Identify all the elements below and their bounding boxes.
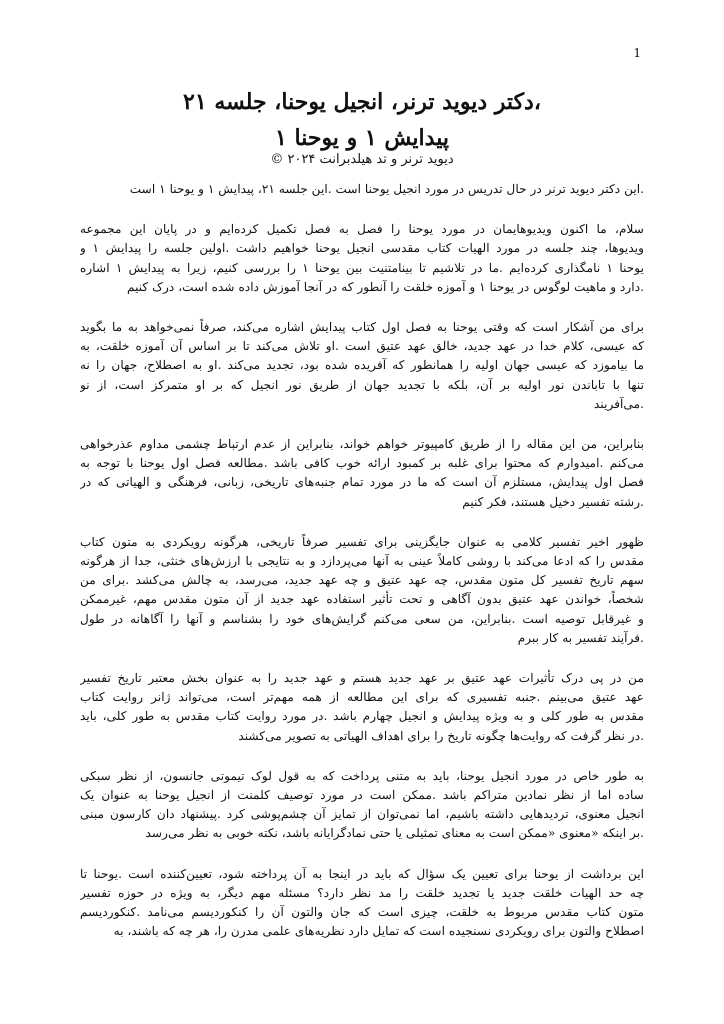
- text-line: فصل اول پیدایش، مستلزم آن است که ما در مورد تمام جنبه‌های تاریخی، زبانی، فرهنگی و الهیاتی که در: [80, 475, 644, 490]
- text-line: عهد عتیق می‌بینم .جنبه تفسیری که برای این مطالعه از همه مهم‌تر است، می‌تواند ژانر روایت کتاب: [80, 690, 644, 705]
- text-line: .فرآیند تفسیر به کار ببرم: [517, 630, 644, 645]
- paragraph: [80, 318, 644, 414]
- text-line: .رشته تفسیر دخیل هستند، فکر کنیم: [462, 494, 644, 509]
- text-line: من در پی درک تأثیرات عهد عتیق بر عهد جدید هستم و عهد جدید را به عنوان بخش معتبر تاریخ تفسیر: [80, 671, 644, 686]
- text-line: مقدس به طور کلی و به ویژه پیدایش و انجیل چهارم باشد .در مورد روایت کتاب مقدس به طور کلی، باید: [80, 709, 644, 724]
- paragraph: [80, 435, 644, 512]
- title-line: ،دکتر دیوید ترنر، انجیل یوحنا، جلسه ۲۱: [183, 89, 541, 115]
- text-line: تنها با تاباندن نور اولیه بر آن، بلکه با تجدید جهان از طریق نور انجیل که بر او متمرکز است، از نو: [80, 377, 644, 392]
- document-title: [80, 84, 644, 156]
- page-number: 1: [633, 46, 641, 60]
- text-line: ساده اما از نظر نمادین متراکم باشد .ممکن است در مورد توصیف کلمنت از انجیل یوحنا به عنوان یک: [80, 788, 644, 803]
- authors-copyright: دیوید ترنر و تد هیلدبرانت ۲۰۲۴ ©: [270, 152, 454, 167]
- text-line: .در نظر گرفت که روایت‌ها چگونه تاریخ را برای اهداف الهیاتی به تصویر می‌کشند: [238, 728, 644, 743]
- paragraph: [80, 767, 644, 844]
- text-line: که عیسی، کلام خدا در عهد جدید، خالق عهد عتیق است .او تلاش می‌کند تا بر اساس آن آموزه خلقت، به: [80, 339, 644, 354]
- text-line: یوحنا ۱ نامگذاری کرده‌ایم .ما در تلاشیم تا بینامتنیت بین یوحنا ۱ را بررسی کنیم، زیرا به پیدایش ۱ اشاره: [80, 260, 644, 275]
- text-line: متون کتاب مقدس مربوط به خلقت، چیزی است که جان والتون آن را کنکوردیسم می‌نامد .کنکوردیسم: [80, 905, 644, 920]
- document-body: [80, 180, 644, 963]
- text-line: ظهور اخیر تفسیر کلامی به عنوان جایگزینی برای تفسیر صرفاً تاریخی، هرگونه رویکردی به متون کتاب: [80, 534, 644, 549]
- text-line: .می‌آفریند: [594, 396, 644, 411]
- text-line: شخصاً، خواندن عهد عتیق بدون آگاهی و تحت تأثیر استفاده عهد جدید از آن متون مقدس مهم، غیرممکن: [80, 592, 644, 607]
- text-line: سلام، ما اکنون ویدیوهایمان در مورد یوحنا را فصل به فصل تکمیل کرده‌ایم و در پایان این مجموعه: [80, 222, 644, 237]
- text-line: سهم تاریخ تفسیر کل متون مقدس، چه عهد عتیق و چه عهد جدید، می‌رسد، به چالش می‌کشد .برای من: [80, 573, 644, 588]
- text-line: .این دکتر دیوید ترنر در حال تدریس در مورد انجیل یوحنا است .این جلسه ۲۱، پیدایش ۱ و یوحنا ۱ است: [129, 182, 644, 196]
- text-line: و غیرقابل توصیه است .بنابراین، من سعی می‌کنم گرایش‌های خود را بشناسم و آنها را آگاهانه در طول: [80, 611, 644, 626]
- title-line: پیدایش ۱ و یوحنا ۱: [275, 125, 449, 151]
- text-line: می‌کنم .امیدوارم که محتوا برای غلبه بر کمبود ارائه خوب کافی باشد .مطالعه فصل اول یوحنا با توجه به: [80, 456, 644, 471]
- paragraph: [80, 669, 644, 746]
- text-line: انجیل معنوی، تردیدهایی داشته باشیم، اما نمی‌توان از تمایز آن چشم‌پوشی کرد .پیشنهاد دان کارسون مبنی: [80, 807, 644, 822]
- text-line: .بر اینکه «معنوی «ممکن است به معنای تمثیلی یا حتی نمادگرایانه باشد، نکته خوبی به نظر می‌رسد: [145, 826, 644, 841]
- paragraph: [80, 533, 644, 648]
- text-line: بنابراین، من این مقاله را از طریق کامپیوتر خواهم خواند، بنابراین از عدم ارتباط چشمی مداوم عذرخواهی: [80, 437, 644, 452]
- text-line: برای من آشکار است که وقتی یوحنا به فصل اول کتاب پیدایش اشاره می‌کند، صرفاً نمی‌خواهد به ما بگوید: [80, 320, 644, 335]
- text-line: این برداشت از یوحنا برای تعیین یک سؤال که باید در اینجا به آن پرداخته شود، تعیین‌کننده است .یوحنا تا: [80, 866, 644, 881]
- text-line: چه حد الهیات خلقت جدید یا تجدید خلقت را مد نظر دارد؟ مسئله مهم دیگر، به ویژه در حوزه تفسیر: [80, 885, 644, 900]
- text-line: ویدیوها، چند جلسه در مورد الهیات کتاب مقدسی انجیل یوحنا خواهیم داشت .اولین جلسه را پیدایش ۱ و: [80, 241, 644, 256]
- text-line: .دارد و ماهیت لوگوس در یوحنا ۱ و آموزه خلقت را آنطور که در آنجا آموزش داده شده است، درک کنیم: [126, 279, 644, 294]
- text-line: به طور خاص در مورد انجیل یوحنا، باید به متنی پرداخت که به قول لوک تیموتی جانسون، از نظر سبکی: [80, 768, 644, 783]
- paragraph: [80, 220, 644, 297]
- paragraph: [80, 180, 644, 199]
- text-line: ما بیاموزد که عیسی جهان اولیه را همانطور که آفریده شده بود، تجدید می‌کند .او به اصطلاح، جهان را نه: [80, 358, 644, 373]
- paragraph: [80, 865, 644, 942]
- text-line: اصطلاح والتون برای رویکردی نسنجیده است که تمایل دارد نظریه‌های علمی مدرن را، هر چه که باشند، به: [113, 924, 644, 939]
- text-line: مقدس را که ادعا می‌کند با روشی کاملاً عینی به آنها می‌پردازد و به نتایجی با ارزش‌های خنثی، جدا از هرگونه: [80, 554, 644, 569]
